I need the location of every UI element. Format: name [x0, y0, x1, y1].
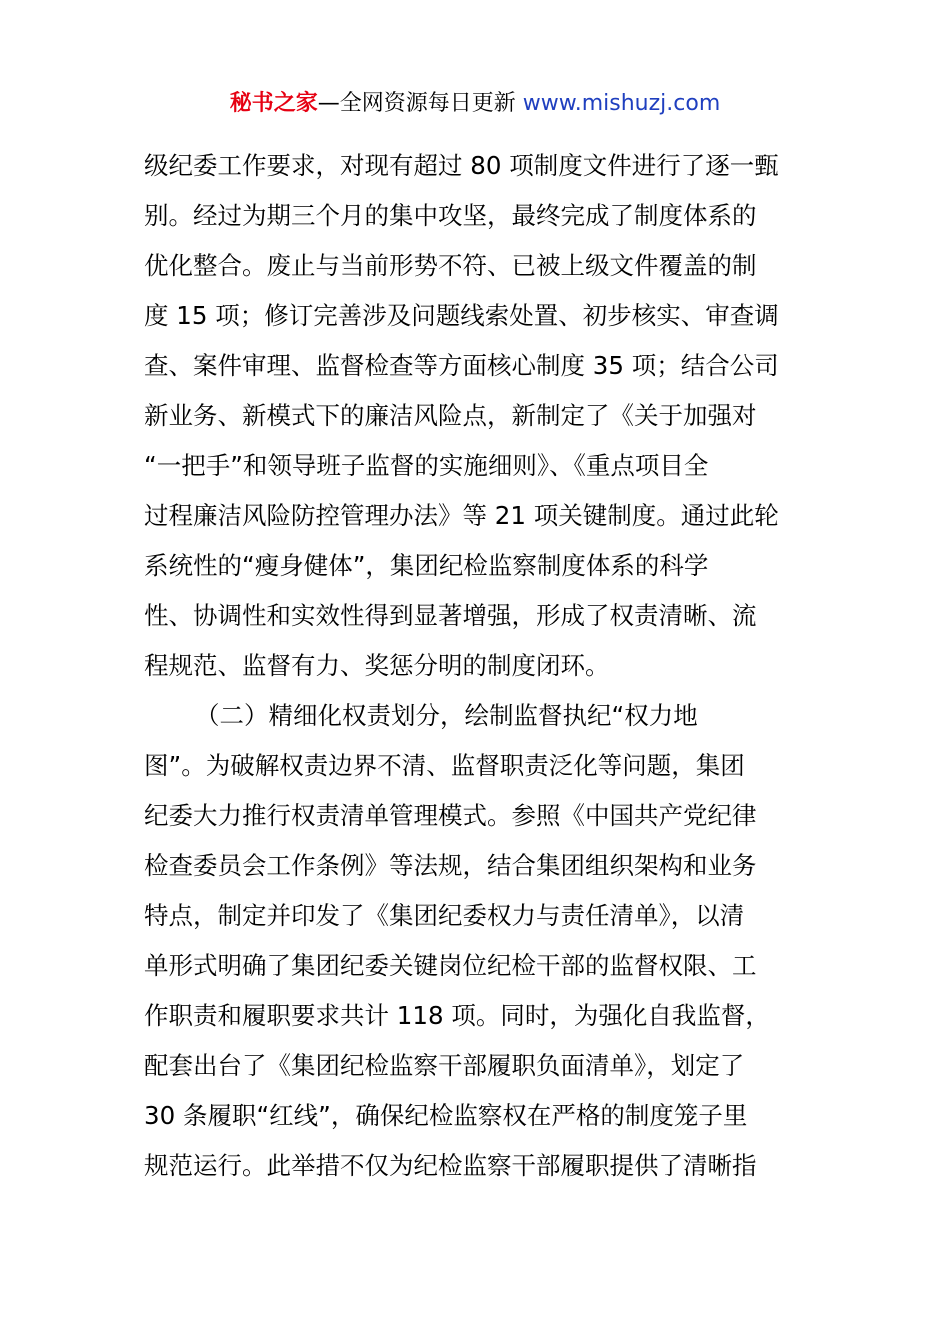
body-line: 别。经过为期三个月的集中攻坚，最终完成了制度体系的: [144, 201, 757, 230]
body-line: 特点，制定并印发了《集团纪委权力与责任清单》，以清: [144, 901, 745, 930]
body-line: 30 条履职“红线”，确保纪检监察权在严格的制度笼子里: [144, 1101, 748, 1130]
body-line: 图”。为破解权责边界不清、监督职责泛化等问题，集团: [144, 751, 745, 780]
body-line: 新业务、新模式下的廉洁风险点，新制定了《关于加强对: [144, 401, 757, 430]
body-line: 度 15 项；修订完善涉及问题线索处置、初步核实、审查调: [144, 301, 779, 330]
body-line: 查、案件审理、监督检查等方面核心制度 35 项；结合公司: [144, 351, 779, 380]
site-url-link[interactable]: www.mishuzj.com: [522, 91, 721, 116]
section-heading: （二）精细化权责划分，绘制监督执纪“权力地: [195, 701, 698, 730]
body-line: 系统性的“瘦身健体”，集团纪检监察制度体系的科学: [144, 551, 709, 580]
body-line: 纪委大力推行权责清单管理模式。参照《中国共产党纪律: [144, 801, 757, 830]
body-line: 性、协调性和实效性得到显著增强，形成了权责清晰、流: [144, 601, 757, 630]
site-header: [0, 88, 950, 120]
document-body: [144, 146, 814, 1196]
site-brand[interactable]: 秘书之家: [229, 91, 318, 116]
body-line: 配套出台了《集团纪检监察干部履职负面清单》，划定了: [144, 1051, 745, 1080]
body-line: 优化整合。废止与当前形势不符、已被上级文件覆盖的制: [144, 251, 757, 280]
body-line: 过程廉洁风险防控管理办法》等 21 项关键制度。通过此轮: [144, 501, 779, 530]
body-line: 单形式明确了集团纪委关键岗位纪检干部的监督权限、工: [144, 951, 757, 980]
site-tagline: —全网资源每日更新: [317, 91, 523, 116]
body-line: 程规范、监督有力、奖惩分明的制度闭环。: [144, 651, 610, 680]
body-line: 规范运行。此举措不仅为纪检监察干部履职提供了清晰指: [144, 1151, 757, 1180]
body-line: “一把手”和领导班子监督的实施细则》、《重点项目全: [144, 451, 709, 480]
body-line: 检查委员会工作条例》等法规，结合集团组织架构和业务: [144, 851, 757, 880]
body-line: 作职责和履职要求共计 118 项。同时，为强化自我监督，: [144, 1001, 770, 1030]
body-line: 级纪委工作要求，对现有超过 80 项制度文件进行了逐一甄: [144, 151, 779, 180]
